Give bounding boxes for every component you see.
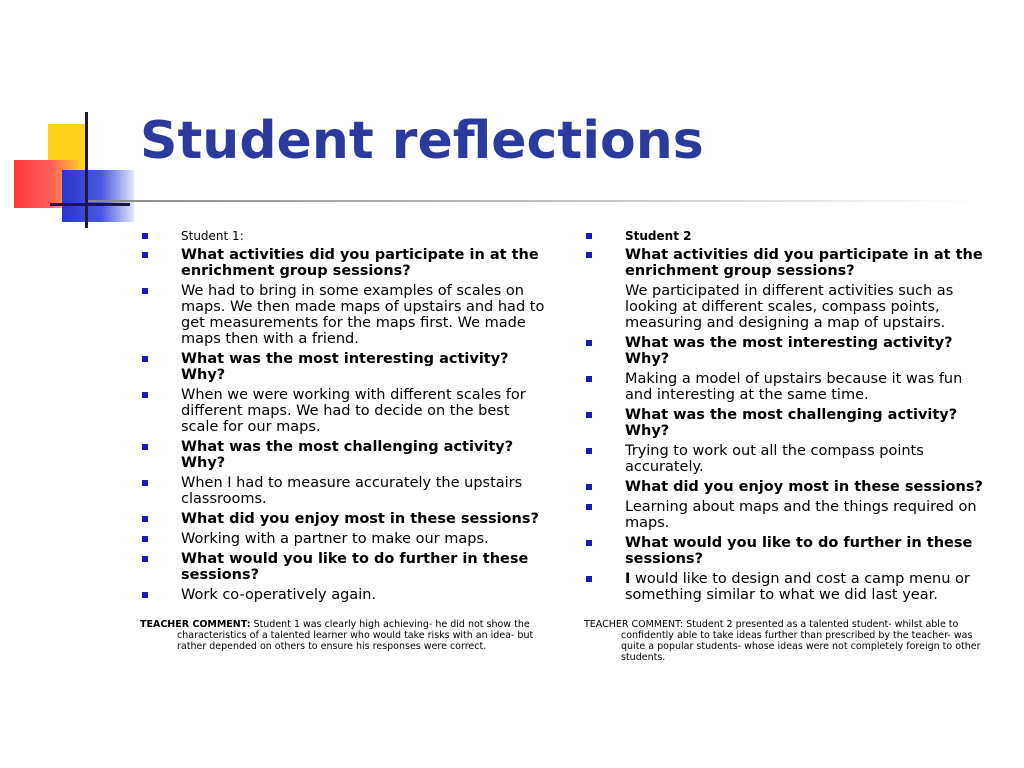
list-item <box>140 247 550 279</box>
square-bullet-icon <box>586 233 592 239</box>
list-item <box>584 335 994 367</box>
list-item <box>140 511 550 527</box>
answer-text: Trying to work out all the compass points accurately. <box>625 443 924 475</box>
list-item <box>140 587 550 603</box>
answer-text: When I had to measure accurately the upstairs classrooms. <box>181 475 523 507</box>
list-item <box>140 351 550 383</box>
question-text: What was the most interesting activity? Why? <box>625 335 953 367</box>
list-item <box>140 551 550 583</box>
square-bullet-icon <box>586 504 592 510</box>
list-item <box>140 531 550 547</box>
square-bullet-icon <box>586 576 592 582</box>
square-bullet-icon <box>586 252 592 258</box>
list-item <box>584 479 994 495</box>
list-item <box>584 443 994 475</box>
list-item <box>584 371 994 403</box>
teacher-comment-right: TEACHER COMMENT: Student 2 presented as a talented student- whilst able to confidently able to take ideas further than prescribed by the teacher- was quite a popular students- whose ideas were not completely foreign to other students. <box>584 619 981 663</box>
square-bullet-icon <box>142 233 148 239</box>
square-bullet-icon <box>142 356 148 362</box>
list-item <box>584 407 994 439</box>
question-text: What was the most challenging activity? Why? <box>625 407 958 439</box>
question-text: What activities did you participate in at the enrichment group sessions? <box>181 247 539 279</box>
square-bullet-icon <box>142 516 148 522</box>
list-item <box>584 228 994 244</box>
square-bullet-icon <box>142 288 148 294</box>
square-bullet-icon <box>142 444 148 450</box>
question-text: Student 2 <box>625 229 692 243</box>
horizontal-line <box>50 203 130 206</box>
list-item <box>140 439 550 471</box>
blue-square <box>62 170 134 222</box>
square-bullet-icon <box>586 412 592 418</box>
question-text: What did you enjoy most in these sessions? <box>181 511 539 527</box>
decorative-logo <box>0 0 140 240</box>
answer-text: Making a model of upstairs because it was fun and interesting at the same time. <box>625 371 963 403</box>
question-text: What was the most challenging activity? Why? <box>181 439 514 471</box>
list-item <box>140 475 550 507</box>
question-text: What activities did you participate in at the enrichment group sessions? <box>625 247 983 279</box>
left-column <box>140 228 550 652</box>
list-item <box>584 571 994 603</box>
square-bullet-icon <box>142 556 148 562</box>
square-bullet-icon <box>142 252 148 258</box>
answer-text: When we were working with different scales for different maps. We had to decide on the best scale for our maps. <box>181 387 526 435</box>
square-bullet-icon <box>586 484 592 490</box>
answer-text: We participated in different activities such as looking at different scales, compass points, measuring and designing a map of upstairs. <box>625 283 954 331</box>
square-bullet-icon <box>142 480 148 486</box>
right-bullet-list <box>584 228 994 603</box>
square-bullet-icon <box>142 592 148 598</box>
teacher-comment-text: Student 1 was clearly high achieving- he did not show the characteristics of a talented learner who would take risks with an idea- but rather depended on others to ensure his responses were correct. <box>177 619 534 652</box>
question-text: What would you like to do further in these sessions? <box>625 535 973 567</box>
vertical-line <box>85 112 88 228</box>
square-bullet-icon <box>142 536 148 542</box>
list-item <box>140 228 550 244</box>
list-item <box>140 387 550 435</box>
answer-text: Working with a partner to make our maps. <box>181 531 489 547</box>
list-item <box>584 247 994 279</box>
answer-text: Learning about maps and the things required on maps. <box>625 499 977 531</box>
question-text: What was the most interesting activity? Why? <box>181 351 509 383</box>
title-divider <box>88 200 978 202</box>
answer-text: We had to bring in some examples of scales on maps. We then made maps of upstairs and had to get measurements for the maps first. We made maps then with a friend. <box>181 283 545 347</box>
list-item <box>584 499 994 531</box>
answer-text: would like to design and cost a camp menu or something similar to what we did last year. <box>625 571 970 603</box>
list-item <box>140 283 550 347</box>
answer-text: Work co-operatively again. <box>181 587 377 603</box>
square-bullet-icon <box>586 340 592 346</box>
question-text: What did you enjoy most in these sessions? <box>625 479 983 495</box>
list-item <box>584 535 994 567</box>
square-bullet-icon <box>586 448 592 454</box>
slide-title: Student reflections <box>140 111 704 171</box>
answer-text: Student 1: <box>181 229 244 243</box>
question-text: What would you like to do further in these sessions? <box>181 551 529 583</box>
left-bullet-list <box>140 228 550 603</box>
teacher-comment-label: TEACHER COMMENT: <box>140 619 251 630</box>
right-column <box>584 228 994 663</box>
square-bullet-icon <box>586 376 592 382</box>
list-item <box>584 283 994 331</box>
square-bullet-icon <box>142 392 148 398</box>
teacher-comment-left <box>140 619 550 652</box>
item-lead-text: I <box>625 571 631 587</box>
square-bullet-icon <box>586 540 592 546</box>
